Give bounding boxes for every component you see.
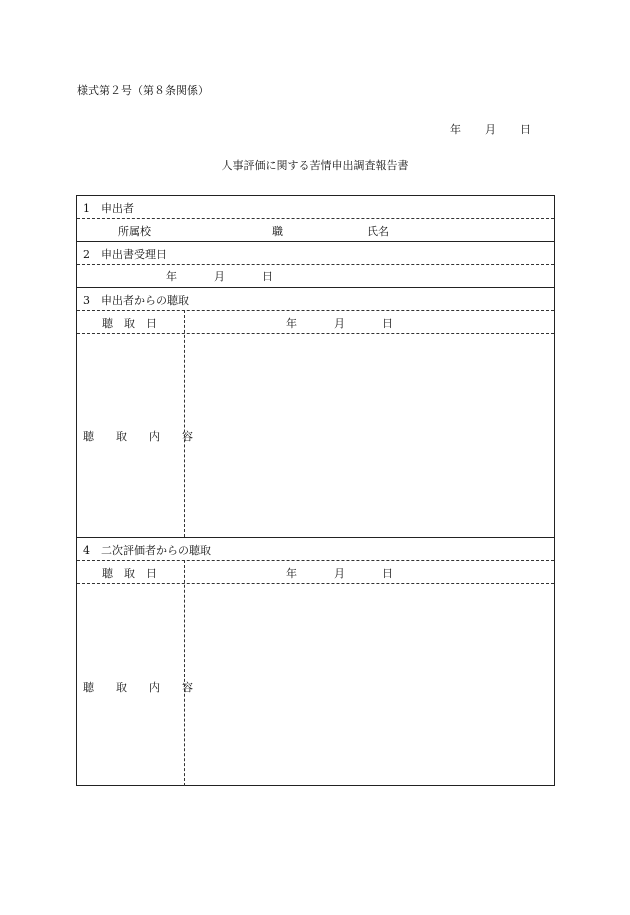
form-number: 様式第２号（第８条関係） (77, 84, 209, 97)
receipt-date-day: 日 (262, 270, 273, 283)
section-1-heading: 1 申出者 (83, 202, 134, 215)
divider (77, 287, 554, 288)
school-label: 所属校 (118, 225, 151, 238)
divider (77, 310, 554, 311)
name-label: 氏名 (367, 225, 389, 238)
receipt-date-year: 年 (166, 270, 177, 283)
divider (77, 264, 554, 265)
s4-hearing-date-month: 月 (334, 567, 345, 580)
divider (77, 560, 554, 561)
header-date-month: 月 (485, 123, 496, 136)
divider (77, 218, 554, 219)
s3-content-label: 聴 取 内 容 (83, 430, 193, 443)
report-form-table (76, 195, 555, 786)
s3-hearing-date-day: 日 (382, 317, 393, 330)
s3-hearing-date-label: 聴 取 日 (102, 317, 157, 330)
divider (77, 241, 554, 242)
section-4-heading: 4 二次評価者からの聴取 (83, 544, 211, 557)
position-label: 職 (272, 225, 283, 238)
divider (77, 537, 554, 538)
s4-hearing-date-year: 年 (286, 567, 297, 580)
header-date-year: 年 (450, 123, 461, 136)
s4-content-label: 聴 取 内 容 (83, 681, 193, 694)
receipt-date-month: 月 (214, 270, 225, 283)
s4-hearing-date-label: 聴 取 日 (102, 567, 157, 580)
s3-hearing-date-year: 年 (286, 317, 297, 330)
section-2-heading: 2 申出書受理日 (83, 248, 167, 261)
s4-hearing-date-day: 日 (382, 567, 393, 580)
page-title: 人事評価に関する苦情申出調査報告書 (221, 159, 409, 172)
s4-content-area[interactable] (185, 584, 555, 785)
s3-hearing-date-month: 月 (334, 317, 345, 330)
section-3-heading: 3 申出者からの聴取 (83, 294, 189, 307)
header-date-day: 日 (520, 123, 531, 136)
s3-content-area[interactable] (185, 334, 555, 537)
